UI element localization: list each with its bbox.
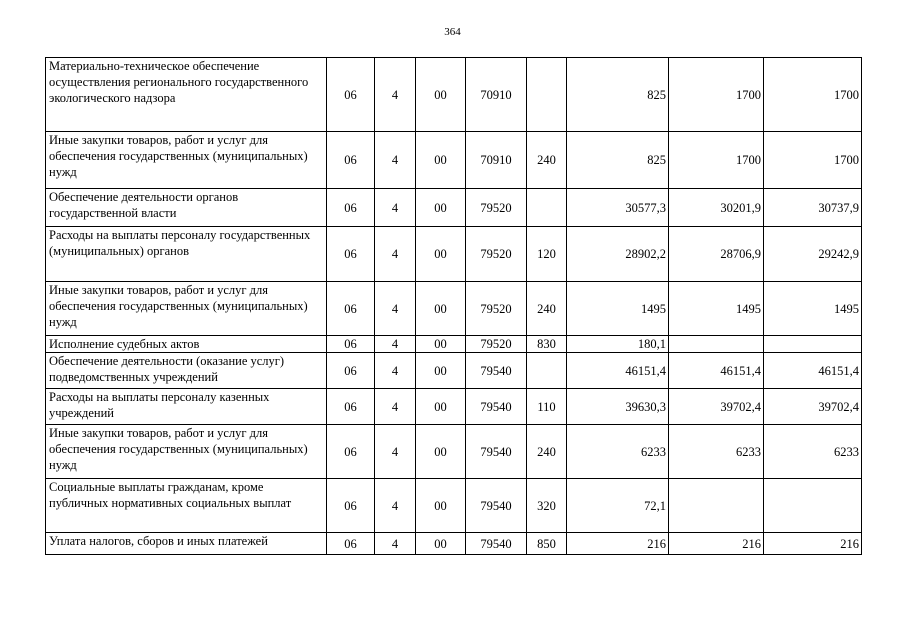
code-direction: 79540 [466, 479, 527, 533]
amount-year-1: 825 [567, 132, 669, 189]
amount-year-3: 1700 [764, 132, 862, 189]
row-name: Обеспечение деятельности органов государственной власти [46, 189, 327, 227]
amount-year-2: 216 [669, 533, 764, 555]
code-direction: 79540 [466, 353, 527, 389]
table-row [46, 336, 862, 353]
code-direction: 79520 [466, 227, 527, 282]
amount-year-1: 28902,2 [567, 227, 669, 282]
code-subprogram: 00 [416, 389, 466, 425]
row-name: Расходы на выплаты персоналу государственных (муниципальных) органов [46, 227, 327, 282]
amount-year-3: 6233 [764, 425, 862, 479]
amount-year-1: 6233 [567, 425, 669, 479]
code-direction: 79540 [466, 533, 527, 555]
amount-year-3: 1700 [764, 58, 862, 132]
row-name: Исполнение судебных актов [46, 336, 327, 353]
amount-year-3: 1495 [764, 282, 862, 336]
table-row [46, 132, 862, 189]
amount-year-2: 1700 [669, 132, 764, 189]
code-subprogram: 00 [416, 479, 466, 533]
amount-year-1: 30577,3 [567, 189, 669, 227]
amount-year-3: 216 [764, 533, 862, 555]
row-name: Социальные выплаты гражданам, кроме публичных нормативных социальных выплат [46, 479, 327, 533]
code-expense-type: 240 [527, 425, 567, 479]
amount-year-3: 29242,9 [764, 227, 862, 282]
code-program: 4 [375, 389, 416, 425]
table-row [46, 389, 862, 425]
table-row [46, 282, 862, 336]
code-section: 06 [327, 336, 375, 353]
code-subprogram: 00 [416, 533, 466, 555]
amount-year-2: 39702,4 [669, 389, 764, 425]
code-section: 06 [327, 189, 375, 227]
table-row [46, 227, 862, 282]
table-row [46, 533, 862, 555]
code-program: 4 [375, 533, 416, 555]
code-program: 4 [375, 58, 416, 132]
amount-year-2: 46151,4 [669, 353, 764, 389]
amount-year-3: 39702,4 [764, 389, 862, 425]
row-name: Иные закупки товаров, работ и услуг для обеспечения государственных (муниципальных) нужд [46, 282, 327, 336]
code-subprogram: 00 [416, 227, 466, 282]
code-subprogram: 00 [416, 336, 466, 353]
amount-year-3: 30737,9 [764, 189, 862, 227]
code-direction: 70910 [466, 132, 527, 189]
table-row [46, 479, 862, 533]
amount-year-1: 216 [567, 533, 669, 555]
budget-table [45, 57, 862, 555]
amount-year-3 [764, 479, 862, 533]
code-direction: 79520 [466, 336, 527, 353]
code-program: 4 [375, 282, 416, 336]
row-name: Расходы на выплаты персоналу казенных учреждений [46, 389, 327, 425]
code-expense-type: 850 [527, 533, 567, 555]
amount-year-2: 28706,9 [669, 227, 764, 282]
code-expense-type: 830 [527, 336, 567, 353]
amount-year-2: 30201,9 [669, 189, 764, 227]
code-program: 4 [375, 227, 416, 282]
amount-year-1: 72,1 [567, 479, 669, 533]
amount-year-1: 46151,4 [567, 353, 669, 389]
code-expense-type [527, 353, 567, 389]
code-section: 06 [327, 58, 375, 132]
code-subprogram: 00 [416, 353, 466, 389]
code-section: 06 [327, 282, 375, 336]
amount-year-2 [669, 479, 764, 533]
code-section: 06 [327, 132, 375, 189]
code-expense-type: 320 [527, 479, 567, 533]
row-name: Уплата налогов, сборов и иных платежей [46, 533, 327, 555]
code-program: 4 [375, 479, 416, 533]
amount-year-2 [669, 336, 764, 353]
amount-year-2: 6233 [669, 425, 764, 479]
row-name: Иные закупки товаров, работ и услуг для обеспечения государственных (муниципальных) нужд [46, 132, 327, 189]
code-direction: 79520 [466, 282, 527, 336]
amount-year-3 [764, 336, 862, 353]
code-section: 06 [327, 227, 375, 282]
code-program: 4 [375, 189, 416, 227]
amount-year-1: 39630,3 [567, 389, 669, 425]
amount-year-2: 1495 [669, 282, 764, 336]
code-section: 06 [327, 353, 375, 389]
code-section: 06 [327, 479, 375, 533]
row-name: Обеспечение деятельности (оказание услуг) подведомственных учреждений [46, 353, 327, 389]
code-program: 4 [375, 336, 416, 353]
amount-year-1: 180,1 [567, 336, 669, 353]
code-direction: 79540 [466, 389, 527, 425]
code-program: 4 [375, 353, 416, 389]
code-section: 06 [327, 389, 375, 425]
code-program: 4 [375, 425, 416, 479]
amount-year-2: 1700 [669, 58, 764, 132]
table-row [46, 58, 862, 132]
code-subprogram: 00 [416, 58, 466, 132]
table-row [46, 353, 862, 389]
row-name: Материально-техническое обеспечение осуществления регионального государственного экологического надзора [46, 58, 327, 132]
amount-year-1: 1495 [567, 282, 669, 336]
amount-year-3: 46151,4 [764, 353, 862, 389]
code-expense-type [527, 189, 567, 227]
code-subprogram: 00 [416, 189, 466, 227]
table-row [46, 189, 862, 227]
code-expense-type: 240 [527, 132, 567, 189]
code-section: 06 [327, 425, 375, 479]
code-direction: 79540 [466, 425, 527, 479]
code-expense-type [527, 58, 567, 132]
code-expense-type: 120 [527, 227, 567, 282]
code-subprogram: 00 [416, 425, 466, 479]
code-subprogram: 00 [416, 282, 466, 336]
row-name: Иные закупки товаров, работ и услуг для обеспечения государственных (муниципальных) нужд [46, 425, 327, 479]
code-section: 06 [327, 533, 375, 555]
code-expense-type: 240 [527, 282, 567, 336]
code-direction: 70910 [466, 58, 527, 132]
table-row [46, 425, 862, 479]
table-body [46, 58, 862, 555]
code-subprogram: 00 [416, 132, 466, 189]
page-number: 364 [444, 26, 461, 38]
amount-year-1: 825 [567, 58, 669, 132]
code-direction: 79520 [466, 189, 527, 227]
code-expense-type: 110 [527, 389, 567, 425]
code-program: 4 [375, 132, 416, 189]
